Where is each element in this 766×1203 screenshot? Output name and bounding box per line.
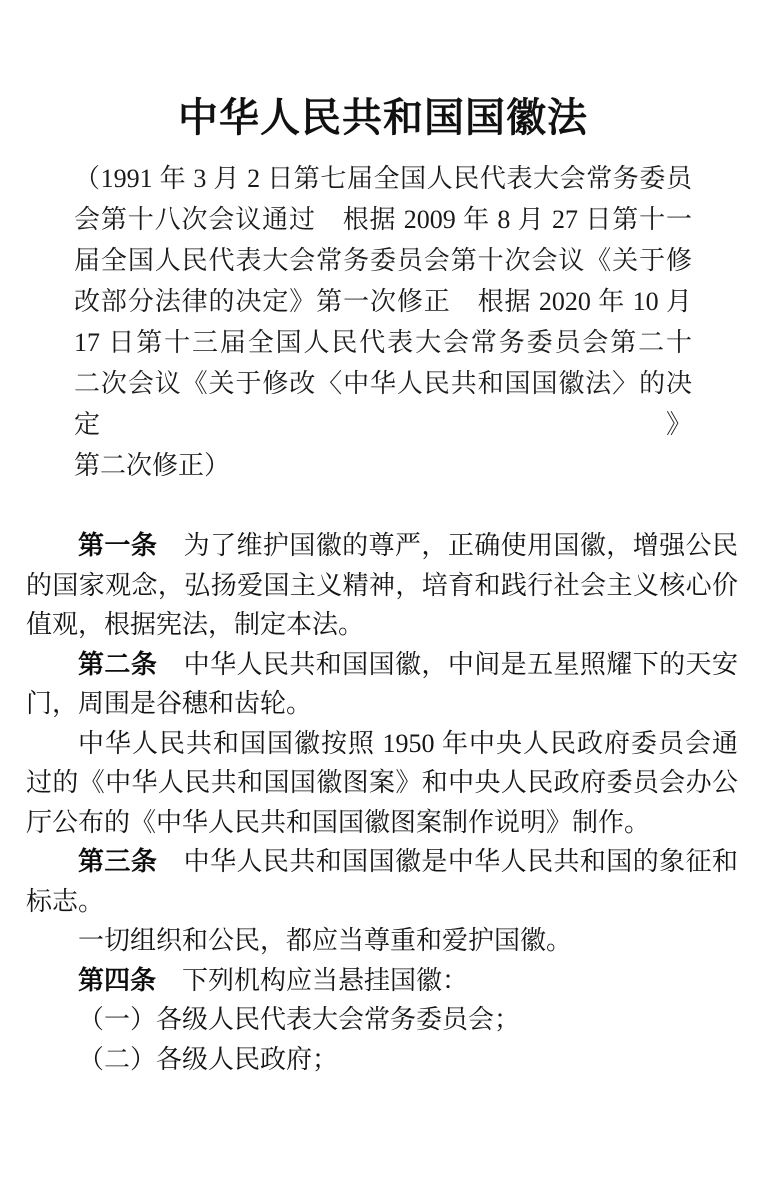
text-line: 改部分法律的决定》第一次修正 根据 2020 年 10 月	[74, 287, 692, 316]
text-line: 门，周围是谷穗和齿轮。	[26, 689, 313, 718]
preamble-paragraph	[74, 158, 692, 486]
article-number: 第四条	[78, 965, 157, 995]
text-line: 第二次修正）	[74, 451, 231, 480]
text-line: （1991 年 3 月 2 日第七届全国人民代表大会常务委员	[74, 164, 692, 193]
text-line: 的国家观念，弘扬爱国主义精神，培育和践行社会主义核心价	[26, 570, 738, 600]
law-body-text	[26, 526, 738, 1079]
text-line: 标志。	[26, 886, 105, 916]
text-line: 一切组织和公民，都应当尊重和爱护国徽。	[78, 926, 573, 955]
text-line: 过的《中华人民共和国国徽图案》和中央人民政府委员会办公	[26, 768, 738, 797]
article-number: 第二条	[78, 649, 158, 679]
text-line: 17 日第十三届全国人民代表大会常务委员会第二十	[74, 328, 692, 357]
text-line: 第三条 中华人民共和国国徽是中华人民共和国的象征和	[78, 847, 738, 876]
text-line: 值观，根据宪法，制定本法。	[26, 610, 365, 639]
text-line: 届全国人民代表大会常务委员会第十次会议《关于修	[74, 246, 692, 275]
article-number: 第三条	[78, 847, 158, 876]
text-line: 第一条 为了维护国徽的尊严，正确使用国徽，增强公民	[78, 531, 738, 560]
text-line: 第四条 下列机构应当悬挂国徽：	[78, 965, 469, 995]
text-line: 厅公布的《中华人民共和国国徽图案制作说明》制作。	[26, 807, 651, 837]
text-line: （二）各级人民政府；	[78, 1044, 339, 1074]
text-line: 会第十八次会议通过 根据 2009 年 8 月 27 日第十一	[74, 205, 692, 234]
text-line: 第二条 中华人民共和国国徽，中间是五星照耀下的天安	[78, 649, 738, 679]
text-line: （一）各级人民代表大会常务委员会；	[78, 1005, 521, 1034]
article-number: 第一条	[78, 531, 158, 560]
text-line: 二次会议《关于修改〈中华人民共和国国徽法〉的决定》	[74, 369, 692, 439]
document-title: 中华人民共和国国徽法	[178, 95, 588, 140]
document-page	[0, 94, 766, 1203]
text-line: 中华人民共和国国徽按照 1950 年中央人民政府委员会通	[78, 728, 738, 758]
